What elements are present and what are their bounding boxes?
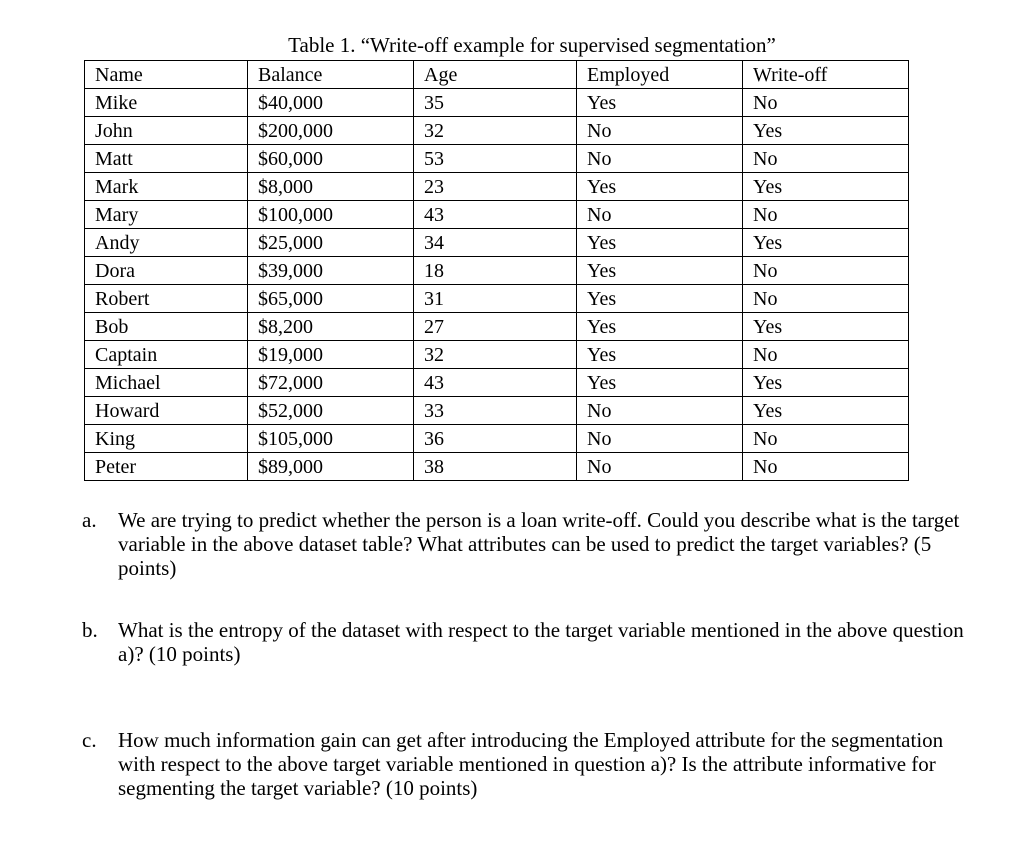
cell-balance: $60,000 [248, 145, 414, 173]
cell-age: 32 [414, 341, 577, 369]
cell-age: 27 [414, 313, 577, 341]
cell-name: Captain [85, 341, 248, 369]
cell-age: 53 [414, 145, 577, 173]
cell-age: 31 [414, 285, 577, 313]
cell-employed: Yes [577, 313, 743, 341]
cell-employed: No [577, 117, 743, 145]
header-age: Age [414, 61, 577, 89]
table-row [85, 89, 909, 117]
cell-employed: Yes [577, 257, 743, 285]
cell-write-off: Yes [743, 229, 909, 257]
cell-name: Mike [85, 89, 248, 117]
cell-balance: $25,000 [248, 229, 414, 257]
header-write-off: Write-off [743, 61, 909, 89]
cell-employed: No [577, 425, 743, 453]
cell-write-off: Yes [743, 173, 909, 201]
cell-age: 36 [414, 425, 577, 453]
cell-age: 18 [414, 257, 577, 285]
cell-age: 32 [414, 117, 577, 145]
table-row [85, 369, 909, 397]
cell-write-off: Yes [743, 117, 909, 145]
cell-employed: Yes [577, 341, 743, 369]
table-row [85, 173, 909, 201]
cell-balance: $8,200 [248, 313, 414, 341]
cell-employed: Yes [577, 229, 743, 257]
table-row [85, 425, 909, 453]
table-row [85, 397, 909, 425]
cell-name: Matt [85, 145, 248, 173]
question-b-text: What is the entropy of the dataset with respect to the target variable mentioned in the above question a)? (10 points) [118, 618, 964, 666]
cell-employed: Yes [577, 285, 743, 313]
cell-age: 35 [414, 89, 577, 117]
cell-write-off: No [743, 285, 909, 313]
cell-employed: No [577, 453, 743, 481]
cell-employed: No [577, 201, 743, 229]
cell-employed: No [577, 145, 743, 173]
question-a [82, 508, 982, 580]
cell-age: 34 [414, 229, 577, 257]
question-c-letter: c. [82, 728, 97, 752]
cell-name: Michael [85, 369, 248, 397]
cell-name: Mary [85, 201, 248, 229]
table-row [85, 229, 909, 257]
cell-balance: $8,000 [248, 173, 414, 201]
table-row [85, 453, 909, 481]
table-row [85, 145, 909, 173]
cell-name: Peter [85, 453, 248, 481]
cell-write-off: No [743, 341, 909, 369]
table-row [85, 285, 909, 313]
table-row [85, 341, 909, 369]
cell-age: 43 [414, 369, 577, 397]
cell-balance: $65,000 [248, 285, 414, 313]
cell-balance: $19,000 [248, 341, 414, 369]
cell-employed: Yes [577, 89, 743, 117]
cell-name: Andy [85, 229, 248, 257]
cell-employed: Yes [577, 173, 743, 201]
question-c-text: How much information gain can get after introducing the Employed attribute for the segmentation with respect to the above target variable mentioned in question a)? Is the attribute informative for segmenting the target variable? (10 points) [118, 728, 944, 800]
cell-age: 33 [414, 397, 577, 425]
cell-employed: No [577, 397, 743, 425]
question-b [82, 618, 982, 666]
cell-balance: $100,000 [248, 201, 414, 229]
question-b-letter: b. [82, 618, 98, 642]
cell-balance: $105,000 [248, 425, 414, 453]
cell-balance: $72,000 [248, 369, 414, 397]
cell-name: Bob [85, 313, 248, 341]
question-a-letter: a. [82, 508, 97, 532]
cell-name: Robert [85, 285, 248, 313]
cell-name: King [85, 425, 248, 453]
table-row [85, 313, 909, 341]
cell-write-off: No [743, 425, 909, 453]
cell-write-off: No [743, 453, 909, 481]
question-c [82, 728, 982, 800]
cell-age: 23 [414, 173, 577, 201]
table-row [85, 201, 909, 229]
cell-balance: $52,000 [248, 397, 414, 425]
cell-name: John [85, 117, 248, 145]
header-balance: Balance [248, 61, 414, 89]
table-row [85, 257, 909, 285]
cell-write-off: Yes [743, 313, 909, 341]
cell-name: Dora [85, 257, 248, 285]
cell-employed: Yes [577, 369, 743, 397]
cell-balance: $89,000 [248, 453, 414, 481]
table-header-row [85, 61, 909, 89]
cell-write-off: Yes [743, 397, 909, 425]
cell-age: 38 [414, 453, 577, 481]
cell-write-off: No [743, 89, 909, 117]
cell-write-off: No [743, 145, 909, 173]
table-body [85, 89, 909, 481]
table-caption: Table 1. “Write-off example for supervised segmentation” [288, 33, 776, 57]
header-name: Name [85, 61, 248, 89]
cell-balance: $40,000 [248, 89, 414, 117]
table-row [85, 117, 909, 145]
question-a-text: We are trying to predict whether the person is a loan write-off. Could you describe what is the target variable in the above dataset table? What attributes can be used to predict the target variables? (5 points) [118, 508, 960, 580]
cell-balance: $39,000 [248, 257, 414, 285]
cell-write-off: No [743, 201, 909, 229]
write-off-table [84, 60, 909, 481]
cell-name: Howard [85, 397, 248, 425]
cell-write-off: Yes [743, 369, 909, 397]
cell-write-off: No [743, 257, 909, 285]
cell-name: Mark [85, 173, 248, 201]
header-employed: Employed [577, 61, 743, 89]
cell-age: 43 [414, 201, 577, 229]
cell-balance: $200,000 [248, 117, 414, 145]
